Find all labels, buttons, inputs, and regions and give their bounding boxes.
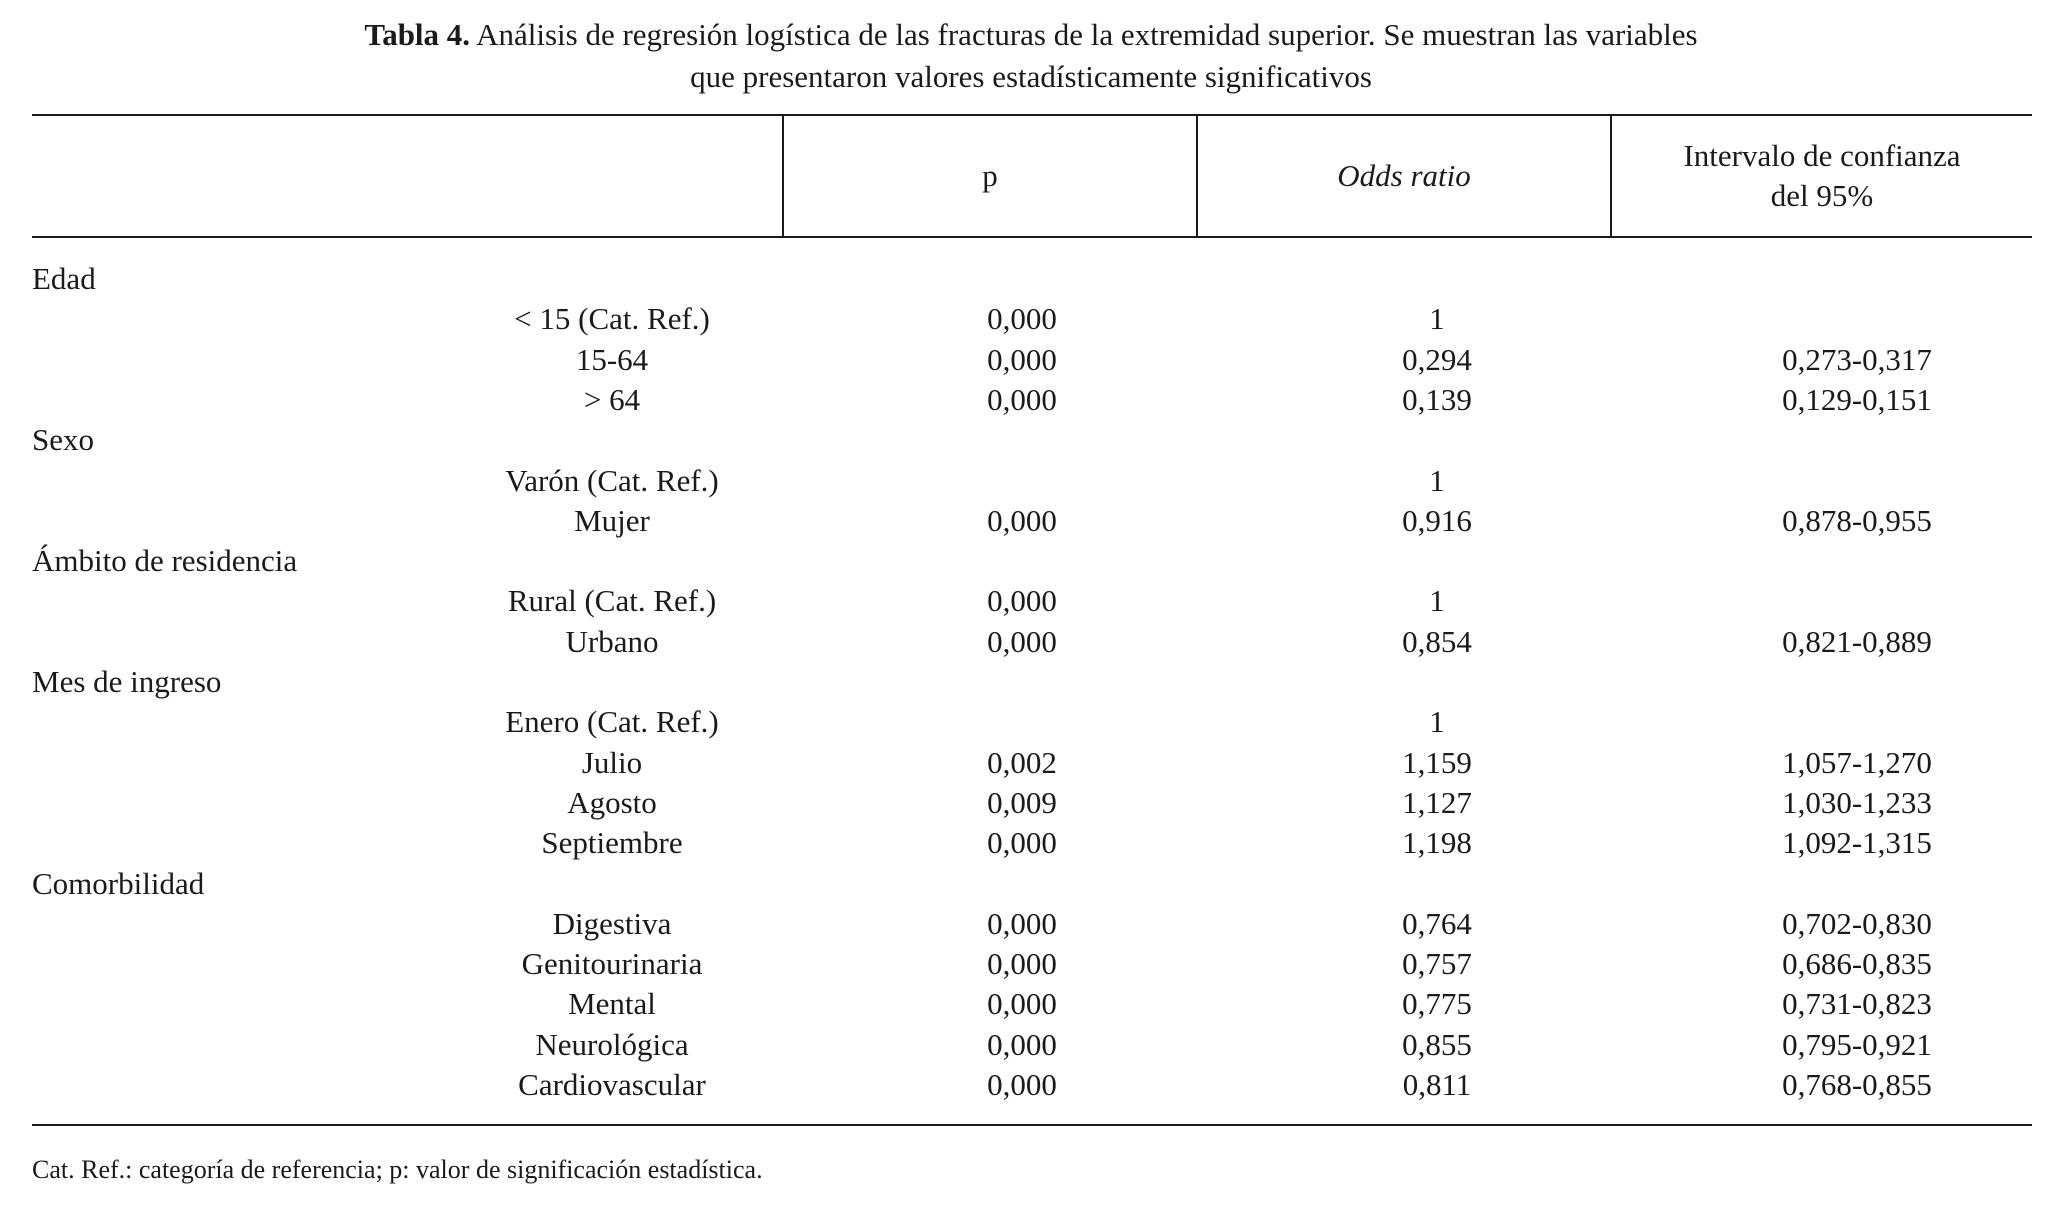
confidence-interval-cell: 0,686-0,835 — [1782, 946, 1932, 982]
caption-line-2: que presentaron valores estadísticamente significativos — [690, 59, 1372, 94]
p-value-cell: 0,000 — [987, 301, 1057, 337]
odds-ratio-cell: 0,139 — [1402, 381, 1472, 417]
table-caption — [0, 14, 2062, 98]
p-value-cell: 0,000 — [987, 986, 1057, 1022]
odds-ratio-cell: 0,775 — [1402, 986, 1472, 1022]
table-row — [32, 904, 2032, 944]
table-row — [32, 944, 2032, 984]
odds-ratio-cell: 0,854 — [1402, 623, 1472, 659]
odds-ratio-cell: 1 — [1429, 704, 1445, 740]
odds-ratio-cell: 1,198 — [1402, 825, 1472, 861]
table-row — [32, 783, 2032, 823]
table-row — [32, 1025, 2032, 1065]
table-row — [32, 299, 2032, 339]
header-confidence-interval — [1612, 115, 2032, 236]
confidence-interval-cell: 0,702-0,830 — [1782, 905, 1932, 941]
category-cell: Septiembre — [541, 825, 683, 861]
odds-ratio-cell: 0,294 — [1402, 341, 1472, 377]
category-cell: Mujer — [574, 502, 650, 538]
category-cell: < 15 (Cat. Ref.) — [514, 301, 710, 337]
odds-ratio-cell: 0,811 — [1402, 1067, 1472, 1102]
table-footnote: Cat. Ref.: categoría de referencia; p: valor de significación estadística. — [32, 1155, 763, 1184]
table-bottom-rule — [32, 1124, 2032, 1126]
confidence-interval-cell: 0,768-0,855 — [1782, 1067, 1932, 1102]
confidence-interval-cell: 0,878-0,955 — [1782, 502, 1932, 538]
odds-ratio-cell: 1 — [1429, 301, 1445, 337]
odds-ratio-cell: 0,916 — [1402, 502, 1472, 538]
confidence-interval-cell: 0,129-0,151 — [1782, 381, 1932, 417]
category-cell: Urbano — [565, 623, 659, 659]
header-odds-ratio — [1198, 115, 1610, 236]
confidence-interval-cell: 0,731-0,823 — [1782, 986, 1932, 1022]
category-cell: Rural (Cat. Ref.) — [507, 583, 717, 619]
group-label: Mes de ingreso — [32, 664, 222, 699]
odds-ratio-cell: 0,764 — [1402, 905, 1472, 941]
header-ci-line-2: del 95% — [1770, 177, 1874, 213]
group-row — [32, 541, 2032, 581]
group-label: Comorbilidad — [32, 865, 205, 901]
caption-label: Tabla 4. — [364, 17, 471, 52]
group-row — [32, 420, 2032, 460]
caption-text-1: Análisis de regresión logística de las fracturas de la extremidad superior. Se muestran las variables — [476, 17, 1698, 52]
table-row — [32, 380, 2032, 420]
table-row — [32, 622, 2032, 662]
header-p-label: p — [982, 157, 998, 193]
p-value-cell: 0,000 — [987, 583, 1057, 619]
p-value-cell: 0,000 — [987, 502, 1057, 538]
confidence-interval-cell: 0,821-0,889 — [1782, 623, 1932, 659]
table-row — [32, 702, 2032, 742]
p-value-cell: 0,000 — [987, 1026, 1057, 1062]
odds-ratio-cell: 1 — [1429, 583, 1445, 619]
p-value-cell: 0,002 — [987, 744, 1057, 780]
table-header-rule — [32, 236, 2032, 238]
group-row — [32, 864, 2032, 904]
confidence-interval-cell: 1,030-1,233 — [1782, 784, 1932, 820]
table-row — [32, 501, 2032, 541]
confidence-interval-cell: 1,057-1,270 — [1782, 744, 1932, 780]
table-row — [32, 984, 2032, 1024]
caption-line-1 — [0, 14, 2062, 56]
category-cell: Genitourinaria — [521, 946, 703, 982]
table-row — [32, 340, 2032, 380]
table-row — [32, 461, 2032, 501]
group-label: Edad — [32, 261, 96, 296]
header-ci-line-1: Intervalo de confianza — [1683, 137, 1961, 173]
p-value-cell: 0,000 — [987, 381, 1057, 417]
p-value-cell: 0,000 — [987, 341, 1057, 377]
p-value-cell: 0,000 — [987, 905, 1057, 941]
category-cell: 15-64 — [575, 341, 649, 377]
header-odds-ratio-label: Odds ratio — [1337, 157, 1471, 193]
confidence-interval-cell: 0,273-0,317 — [1782, 341, 1932, 377]
odds-ratio-cell: 0,855 — [1402, 1026, 1472, 1062]
group-label: Sexo — [32, 422, 94, 458]
odds-ratio-cell: 1 — [1429, 462, 1445, 498]
header-ci-text — [1683, 136, 1960, 216]
p-value-cell: 0,009 — [987, 784, 1057, 820]
confidence-interval-cell: 0,795-0,921 — [1782, 1026, 1932, 1062]
odds-ratio-cell: 0,757 — [1402, 946, 1472, 982]
table-row — [32, 581, 2032, 621]
table-row — [32, 823, 2032, 863]
group-row — [32, 662, 2032, 702]
category-cell: Enero (Cat. Ref.) — [505, 704, 719, 740]
category-cell: Julio — [581, 744, 643, 780]
table-row — [32, 743, 2032, 783]
header-p — [784, 115, 1196, 236]
category-cell: Mental — [568, 986, 656, 1022]
category-cell: Digestiva — [552, 905, 672, 941]
odds-ratio-cell: 1,127 — [1402, 784, 1472, 820]
p-value-cell: 0,000 — [987, 825, 1057, 861]
category-cell: Cardiovascular — [518, 1067, 706, 1102]
category-cell: Agosto — [567, 784, 657, 820]
category-cell: Neurológica — [535, 1026, 689, 1062]
group-label: Ámbito de residencia — [32, 543, 298, 579]
category-cell: Varón (Cat. Ref.) — [505, 462, 719, 498]
category-cell: > 64 — [583, 381, 641, 417]
odds-ratio-cell: 1,159 — [1402, 744, 1472, 780]
table-row — [32, 1065, 2032, 1105]
group-row — [32, 259, 2032, 299]
p-value-cell: 0,000 — [987, 1067, 1057, 1102]
p-value-cell: 0,000 — [987, 946, 1057, 982]
confidence-interval-cell: 1,092-1,315 — [1782, 825, 1932, 861]
p-value-cell: 0,000 — [987, 623, 1057, 659]
